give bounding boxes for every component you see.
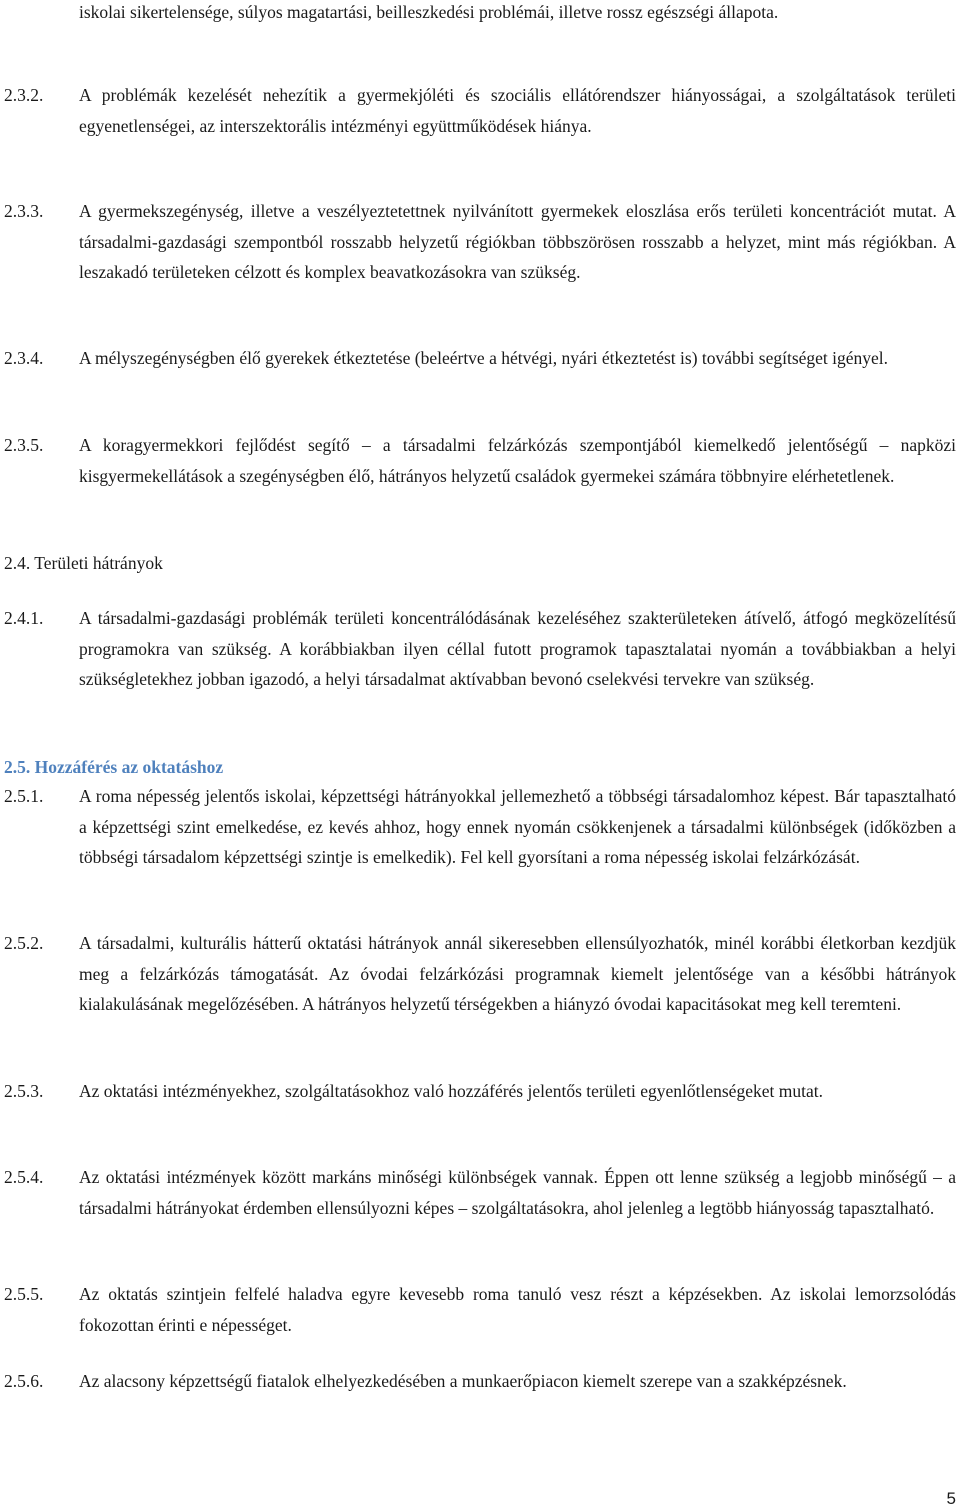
section-heading-2-4: 2.4. Területi hátrányok bbox=[4, 553, 163, 573]
item-number: 2.3.4. bbox=[4, 348, 44, 368]
item-number: 2.5.3. bbox=[4, 1081, 44, 1101]
item-number: 2.5.1. bbox=[4, 786, 44, 806]
item-text: A mélyszegénységben élő gyerekek étkeztetése (beleértve a hétvégi, nyári étkeztetést is) további segítséget igényel. bbox=[79, 348, 889, 368]
item-text: Az oktatás szintjein felfelé haladva egyre kevesebb roma tanuló vesz részt a képzésekben. Az iskolai lemorzsolódás fokozottan érinti e népességet. bbox=[79, 1284, 956, 1335]
item-text: A gyermekszegénység, illetve a veszélyeztetettnek nyilvánított gyermekek eloszlása erős területi koncentrációt mutat. A társadalmi-gazdasági szempontból rosszabb helyzetű régiókban többszörösen rosszabb a helyzet, mint más régiókban. A leszakadó területeken célzott és komplex beavatkozásokra van szükség. bbox=[79, 201, 956, 282]
item-number: 2.5.4. bbox=[4, 1167, 44, 1187]
item-text: A problémák kezelését nehezítik a gyermekjóléti és szociális ellátórendszer hiányosságai, a szolgáltatások területi egyenetlenségei, az interszektorális intézményi együttműködések hiánya. bbox=[79, 85, 956, 136]
item-number: 2.5.2. bbox=[4, 933, 44, 953]
item-text: A társadalmi-gazdasági problémák területi koncentrálódásának kezeléséhez szakterületeken átívelő, átfogó megközelítésű programokra van szükség. A korábbiakban ilyen céllal futott programok tapasztalatai nyomán a továbbiakban a helyi szükségletekhez jobban igazodó, a helyi társadalmat aktívabban bevonó cselekvési tervekre van szükség. bbox=[79, 608, 956, 689]
item-number: 2.3.2. bbox=[4, 85, 44, 105]
page-number: 5 bbox=[946, 1489, 956, 1508]
item-number: 2.4.1. bbox=[4, 608, 44, 628]
item-text: A társadalmi, kulturális hátterű oktatási hátrányok annál sikeresebben ellensúlyozhatók, minél korábbi életkorban kezdjük meg a felzárkózás támogatását. Az óvodai felzárkózási programnak kiemelt jelentősége van a későbbi hátrányok kialakulásának megelőzésében. A hátrányos helyzetű térségekben a hiányzó óvodai kapacitásokat meg kell teremteni. bbox=[79, 933, 956, 1014]
item-text: Az alacsony képzettségű fiatalok elhelyezkedésében a munkaerőpiacon kiemelt szerepe van a szakképzésnek. bbox=[79, 1371, 847, 1391]
item-text: A koragyermekkori fejlődést segítő – a társadalmi felzárkózás szempontjából kiemelkedő jelentőségű – napközi kisgyermekellátások a szegénységben élő, hátrányos helyzetű családok gyermekei számára többnyire elérhetetlenek. bbox=[79, 435, 956, 486]
item-number: 2.3.3. bbox=[4, 201, 44, 221]
paragraph-text: iskolai sikertelensége, súlyos magatartási, beilleszkedési problémái, illetve rossz egészségi állapota. bbox=[79, 2, 779, 22]
item-number: 2.5.5. bbox=[4, 1284, 44, 1304]
item-text: Az oktatási intézmények között markáns minőségi különbségek vannak. Éppen ott lenne szükség a legjobb minőségű – a társadalmi hátrányokat érdemben ellensúlyozni képes – szolgáltatásokra, ahol jelenleg a legtöbb hiányosság tapasztalható. bbox=[79, 1167, 956, 1218]
item-text: Az oktatási intézményekhez, szolgáltatásokhoz való hozzáférés jelentős területi egyenlőtlenségeket mutat. bbox=[79, 1081, 823, 1101]
item-number: 2.3.5. bbox=[4, 435, 44, 455]
item-number: 2.5.6. bbox=[4, 1371, 44, 1391]
item-text: A roma népesség jelentős iskolai, képzettségi hátrányokkal jellemezhető a többségi társadalomhoz képest. Bár tapasztalható a képzettségi szint emelkedése, ez kevés ahhoz, hogy ennek nyomán csökkenjenek a társadalmi különbségek (időközben a többségi társadalom képzettségi szintje is emelkedik). Fel kell gyorsítani a roma népesség iskolai felzárkózását. bbox=[79, 786, 956, 867]
section-heading-2-5: 2.5. Hozzáférés az oktatáshoz bbox=[4, 757, 224, 777]
